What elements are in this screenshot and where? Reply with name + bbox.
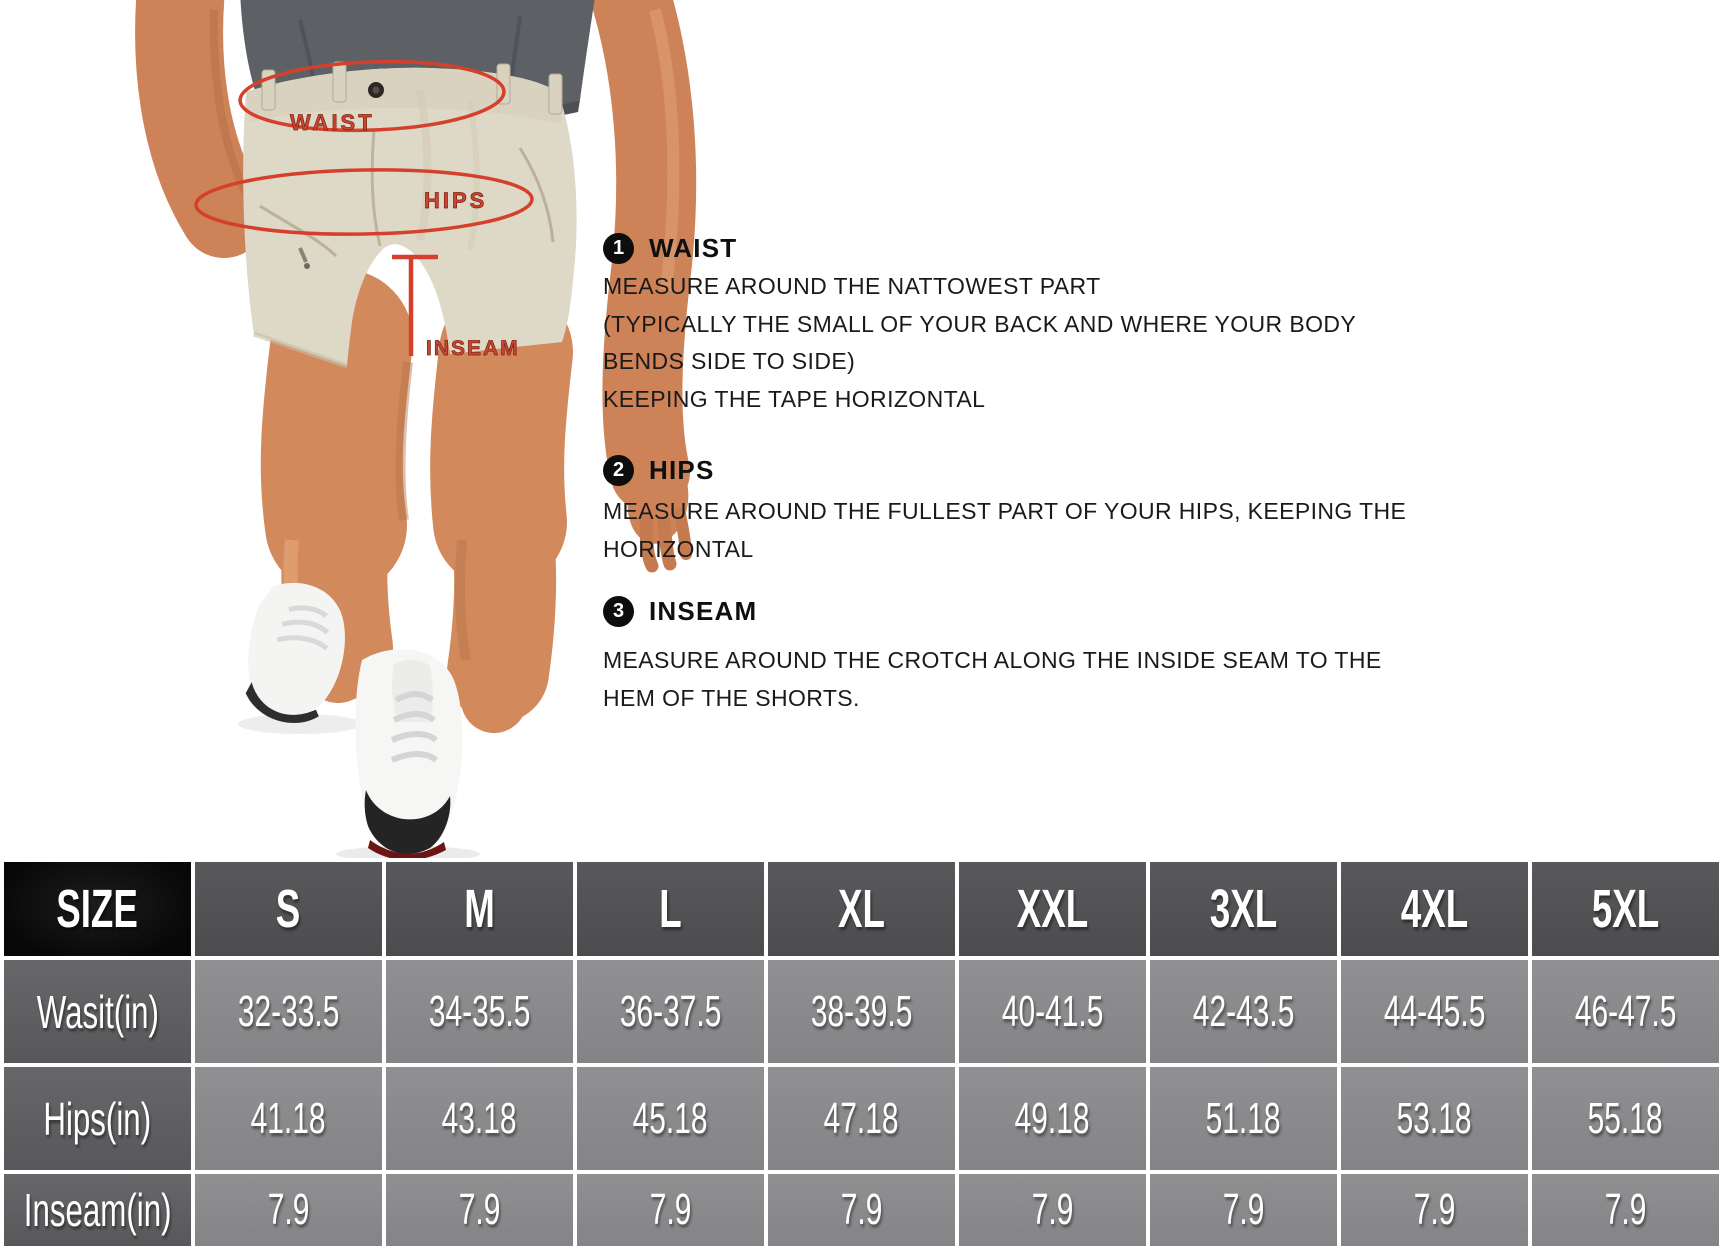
inseam-value-cell: 7.9 [195, 1174, 382, 1246]
size-header-cell: SIZE [4, 862, 191, 956]
step-title: WAIST [649, 232, 738, 263]
row-label-waist: Wasit(in) [4, 960, 191, 1063]
model-photo [0, 0, 860, 858]
waist-value-cell: 46-47.5 [1532, 960, 1719, 1063]
instruction-line: HORIZONTAL [603, 535, 754, 562]
inseam-value-cell: 7.9 [1341, 1174, 1528, 1246]
inseam-annotation-label: INSEAM [426, 337, 520, 360]
model-photo-illustration [0, 0, 860, 858]
waist-value-cell: 36-37.5 [577, 960, 764, 1063]
inseam-value-cell: 7.9 [1532, 1174, 1719, 1246]
hips-value-cell: 47.18 [768, 1067, 955, 1170]
row-label-inseam: Inseam(in) [4, 1174, 191, 1246]
instruction-section-hips [603, 454, 1406, 568]
hips-value-cell: 45.18 [577, 1067, 764, 1170]
waist-value-cell: 34-35.5 [386, 960, 573, 1063]
waist-value-cell: 44-45.5 [1341, 960, 1528, 1063]
row-label-hips: Hips(in) [4, 1067, 191, 1170]
waist-value-cell: 32-33.5 [195, 960, 382, 1063]
size-col-s: S [195, 862, 382, 956]
waist-value-cell: 38-39.5 [768, 960, 955, 1063]
instruction-line: MEASURE AROUND THE CROTCH ALONG THE INSIDE SEAM TO THE [603, 647, 1382, 673]
inseam-value-cell: 7.9 [959, 1174, 1146, 1246]
hips-value-cell: 43.18 [386, 1067, 573, 1170]
instruction-line: MEASURE AROUND THE FULLEST PART OF YOUR HIPS, KEEPING THE [603, 498, 1407, 524]
hips-value-cell: 51.18 [1150, 1067, 1337, 1170]
step-number-badge: 2 [603, 455, 634, 486]
waist-value-cell: 40-41.5 [959, 960, 1146, 1063]
hips-value-cell: 53.18 [1341, 1067, 1528, 1170]
instruction-line: (TYPICALLY THE SMALL OF YOUR BACK AND WHERE YOUR BODY [603, 310, 1357, 337]
step-number-badge: 1 [603, 233, 634, 264]
instruction-line: KEEPING THE TAPE HORIZONTAL [603, 385, 986, 412]
step-number-badge: 3 [603, 596, 634, 627]
size-col-5xl: 5XL [1532, 862, 1719, 956]
instruction-line: BENDS SIDE TO SIDE) [603, 348, 856, 374]
instruction-line: MEASURE AROUND THE NATTOWEST PART [603, 273, 1101, 299]
size-col-xxl: XXL [959, 862, 1146, 956]
instruction-heading [603, 595, 1382, 627]
size-col-3xl: 3XL [1150, 862, 1337, 956]
instruction-section-waist [603, 232, 1356, 418]
step-title: INSEAM [649, 595, 758, 626]
hips-value-cell: 49.18 [959, 1067, 1146, 1170]
hips-value-cell: 41.18 [195, 1067, 382, 1170]
size-col-l: L [577, 862, 764, 956]
size-table [0, 858, 1723, 1246]
model-right-shoe [355, 649, 462, 858]
inseam-value-cell: 7.9 [768, 1174, 955, 1246]
size-col-m: M [386, 862, 573, 956]
hips-value-cell: 55.18 [1532, 1067, 1719, 1170]
waist-value-cell: 42-43.5 [1150, 960, 1337, 1063]
step-title: HIPS [649, 454, 715, 485]
instruction-line: HEM OF THE SHORTS. [603, 684, 860, 711]
instruction-heading [603, 232, 1356, 264]
waist-annotation-label: WAIST [290, 110, 375, 135]
inseam-value-cell: 7.9 [386, 1174, 573, 1246]
inseam-value-cell: 7.9 [577, 1174, 764, 1246]
size-col-4xl: 4XL [1341, 862, 1528, 956]
size-col-xl: XL [768, 862, 955, 956]
instruction-section-inseam [603, 595, 1382, 717]
instruction-heading [603, 454, 1406, 486]
hips-annotation-label: HIPS [424, 188, 488, 213]
inseam-value-cell: 7.9 [1150, 1174, 1337, 1246]
